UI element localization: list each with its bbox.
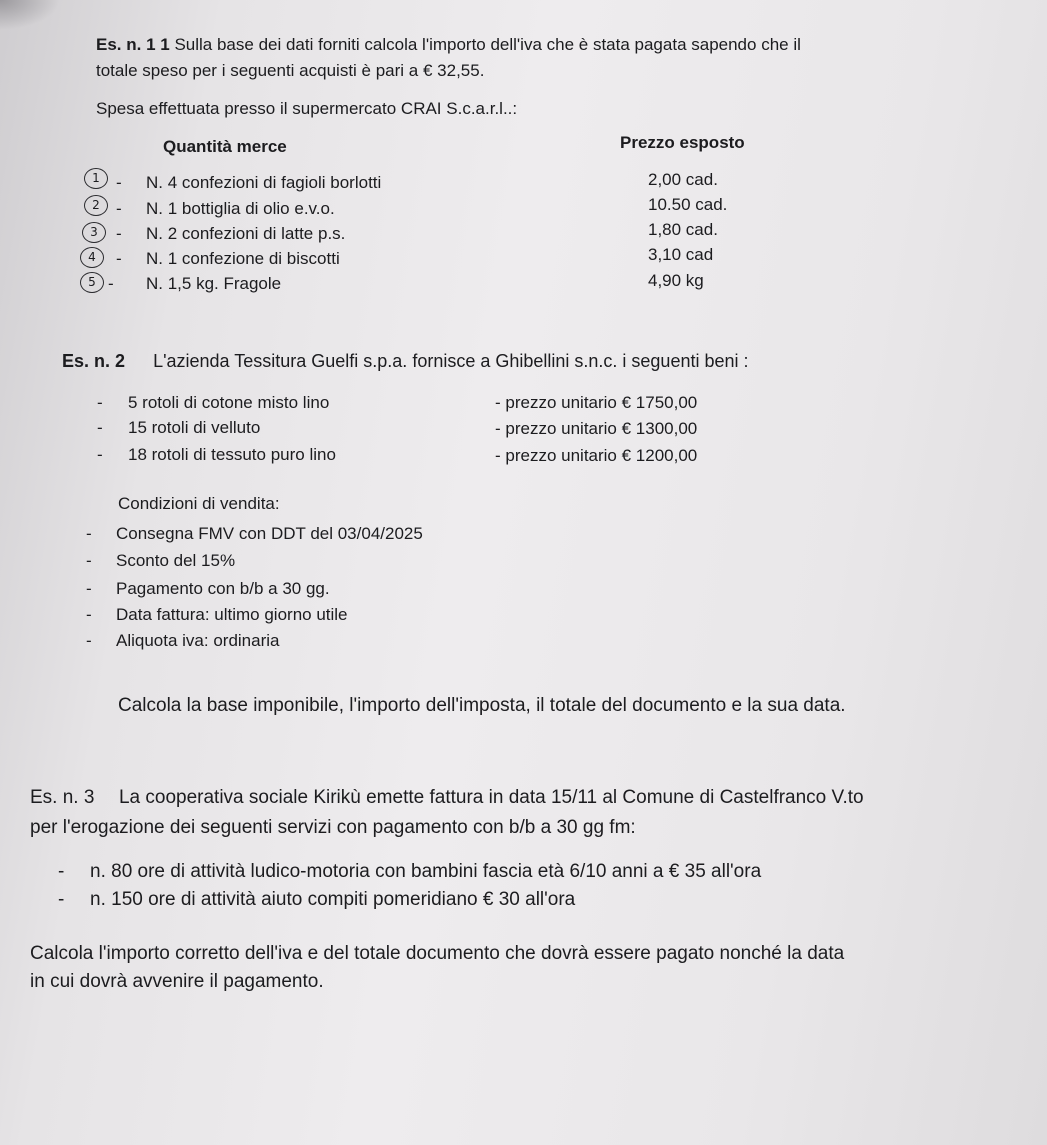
item-text: N. 2 confezioni di latte p.s.	[146, 224, 346, 243]
ex1-store-line: Spesa effettuata presso il supermercato CRAI S.c.a.r.l..:	[96, 99, 518, 118]
item-price: 10.50 cad.	[648, 195, 728, 214]
condition-text: Data fattura: ultimo giorno utile	[116, 605, 348, 624]
condition-text: Pagamento con b/b a 30 gg.	[116, 579, 330, 598]
col-header-quantity: Quantità merce	[163, 137, 287, 156]
page-shadow	[0, 0, 60, 30]
handwritten-number-mark: 5	[80, 272, 104, 293]
handwritten-number-mark: 1	[84, 168, 108, 189]
conditions-title: Condizioni di vendita:	[118, 494, 280, 513]
goods-text: 15 rotoli di velluto	[128, 418, 261, 437]
ex3-task-line2: in cui dovrà avvenire il pagamento.	[30, 971, 324, 992]
item-text: N. 1 confezione di biscotti	[146, 249, 340, 268]
goods-text: 18 rotoli di tessuto puro lino	[128, 445, 336, 464]
ex1-title: Es. n. 1	[96, 35, 156, 54]
item-price: 4,90 kg	[648, 271, 704, 290]
goods-price: - prezzo unitario € 1300,00	[495, 419, 698, 438]
document-page: Es. n. 1 1 Sulla base dei dati forniti calcola l'importo dell'iva che è stata pagata sapendo che il totale speso per i seguenti acquisti è pari a € 32,55. Spesa effettuata presso il supermercato CRAI S.c.a.r.l..: Quantità merce Prezzo esposto 1 - N. 4 confezioni di fagioli borlotti 2,00 cad. 2 - N. 1 bottiglia di olio e.v.o. 10.50 cad. 3 - N. 2 confezioni di latte p.s. 1,80 cad. 4 - N. 1 confezione di biscotti 3,10 cad 5 - N. 1,5 kg. Fragole 4,90 kg Es. n. 2 L'azienda Tessitura Guelfi s.p.a. fornisce a Ghibellini s.n.c. i seguenti beni : - 5 rotoli di cotone misto lino - prezzo unitario € 1750,00 - 15 rotoli di velluto - prezzo unitario € 1300,00 - 18 rotoli di tessuto puro lino - prezzo unitario € 1200,00 Condizioni di vendita: - Consegna FMV con DDT del 03/04/2025 - Sconto del 15% - Pagamento con b/b a 30 gg. - Data fattura: ultimo giorno utile - Aliquota iva: ordinaria Calcola la base imponibile, l'importo dell'imposta, il totale del documento e la sua data. Es. n. 3 La cooperativa sociale Kirikù emette fattura in data 15/11 al Comune di Castelfranco V.to per l'erogazione dei seguenti servizi con pagamento con b/b a 30 gg fm: - n. 80 ore di attività ludico-motoria con bambini fascia età 6/10 anni a € 35 all'ora - n. 150 ore di attività aiuto compiti pomeridiano € 30 all'ora Calcola l'importo corretto dell'iva e del totale documento che dovrà essere pagato nonché la data in cui dovrà avvenire il pagamento.	[0, 0, 1047, 1145]
handwritten-number-mark: 3	[82, 222, 106, 243]
condition-text: Aliquota iva: ordinaria	[116, 631, 280, 650]
item-price: 1,80 cad.	[648, 220, 718, 239]
service-text: n. 80 ore di attività ludico-motoria con bambini fascia età 6/10 anni a € 35 all'ora	[90, 861, 762, 882]
condition-text: Consegna FMV con DDT del 03/04/2025	[116, 524, 423, 543]
col-header-price: Prezzo esposto	[620, 133, 745, 152]
goods-price: - prezzo unitario € 1200,00	[495, 446, 698, 465]
item-text: N. 1 bottiglia di olio e.v.o.	[146, 199, 335, 218]
goods-text: 5 rotoli di cotone misto lino	[128, 393, 330, 412]
item-price: 2,00 cad.	[648, 170, 718, 189]
item-text: N. 4 confezioni di fagioli borlotti	[146, 173, 382, 192]
ex1-line1: Es. n. 1 1 Sulla base dei dati forniti calcola l'importo dell'iva che è stata pagata sapendo che il	[96, 35, 801, 54]
ex3-task-line1: Calcola l'importo corretto dell'iva e del totale documento che dovrà essere pagato nonché la data	[30, 943, 845, 964]
ex3-line1: Es. n. 3 La cooperativa sociale Kirikù emette fattura in data 15/11 al Comune di Castelfranco V.to	[30, 787, 864, 808]
item-price: 3,10 cad	[648, 245, 714, 264]
ex2-task: Calcola la base imponibile, l'importo dell'imposta, il totale del documento e la sua data.	[118, 695, 846, 716]
ex2-intro-line: Es. n. 2 L'azienda Tessitura Guelfi s.p.a. fornisce a Ghibellini s.n.c. i seguenti beni :	[62, 351, 749, 371]
handwritten-number-mark: 2	[84, 195, 108, 216]
ex1-line2: totale speso per i seguenti acquisti è pari a € 32,55.	[96, 61, 485, 80]
ex2-title: Es. n. 2	[62, 351, 126, 371]
goods-price: - prezzo unitario € 1750,00	[495, 393, 698, 412]
condition-text: Sconto del 15%	[116, 551, 236, 570]
handwritten-number-mark: 4	[80, 247, 104, 268]
ex3-title: Es. n. 3	[30, 787, 95, 808]
ex3-line2: per l'erogazione dei seguenti servizi con pagamento con b/b a 30 gg fm:	[30, 817, 636, 838]
item-text: N. 1,5 kg. Fragole	[146, 274, 282, 293]
service-text: n. 150 ore di attività aiuto compiti pomeridiano € 30 all'ora	[90, 889, 576, 910]
